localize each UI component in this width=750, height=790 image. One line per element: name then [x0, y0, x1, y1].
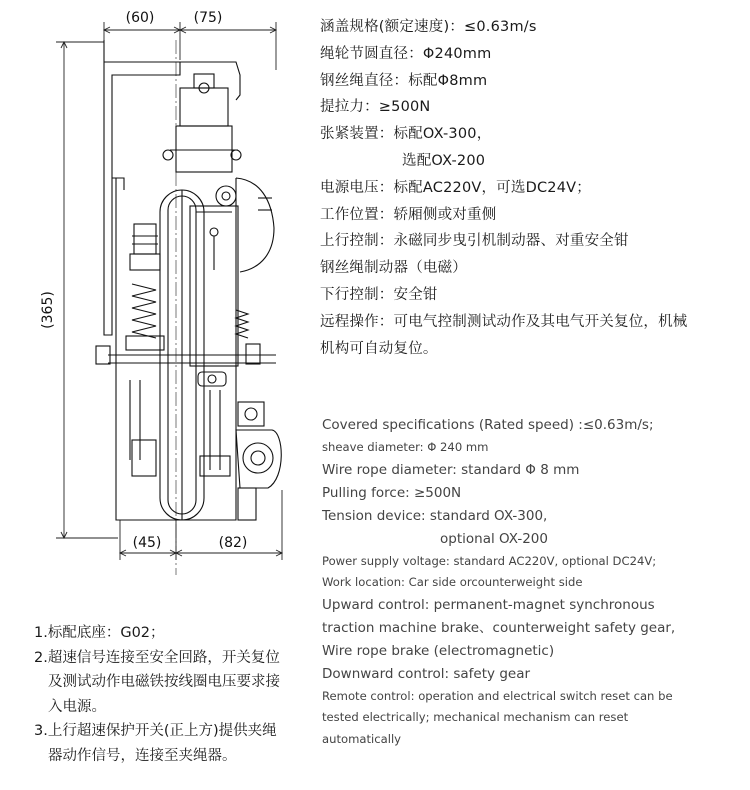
spec-line-cn: 提拉力：≥500N: [320, 99, 431, 116]
spec-line-cn: 涵盖规格(额定速度)：≤0.63m/s: [320, 19, 537, 35]
spec-line-en: Power supply voltage: standard AC220V, optional DC24V;: [322, 553, 657, 568]
spec-line-cn: 工作位置：轿厢侧或对重侧: [320, 206, 497, 223]
note-line: 器动作信号，连接至夹绳器。: [48, 747, 237, 764]
spec-line-cn: 钢丝绳制动器（电磁）: [320, 260, 467, 277]
spec-line-en: automatically: [322, 731, 402, 746]
spec-line-cn: 远程操作：可电气控制测试动作及其电气开关复位，机械: [320, 313, 688, 330]
spec-line-en: Wire rope diameter: standard Φ 8 mm: [322, 461, 580, 478]
spec-line-en: traction machine brake、counterweight safety gear,: [322, 619, 676, 636]
spec-line-cn: 选配OX-200: [402, 152, 486, 169]
spec-line-en: Remote control: operation and electrical switch reset can be: [322, 688, 673, 703]
spec-line-en: Wire rope brake (electromagnetic): [322, 642, 555, 659]
spec-line-cn: 绳轮节圆直径：Φ240mm: [320, 45, 492, 62]
note-line: 3.上行超速保护开关(正上方)提供夹绳: [34, 723, 277, 739]
spec-line-en: Upward control: permanent-magnet synchronous: [322, 596, 655, 613]
dim-top-left: (60): [125, 10, 155, 26]
notes-list: [34, 621, 314, 768]
dim-bottom-right: (82): [218, 535, 248, 551]
dim-height: (365): [40, 291, 56, 329]
note-line: 2.超速信号连接至安全回路，开关复位: [34, 649, 280, 666]
spec-line-cn: 钢丝绳直径：标配Φ8mm: [320, 72, 488, 89]
dim-bottom-left: (45): [132, 535, 162, 551]
spec-line-en: Work location: Car side orcounterweight side: [322, 575, 583, 589]
note-line: 及测试动作电磁铁按线圈电压要求接: [48, 674, 280, 690]
spec-line-cn: 张紧装置：标配OX-300，: [320, 126, 492, 143]
spec-list-cn: [320, 14, 740, 362]
dim-top-right: (75): [193, 10, 223, 26]
spec-line-en: tested electrically; mechanical mechanism can reset: [322, 710, 629, 724]
spec-line-en: Covered specifications (Rated speed) :≤0.63m/s;: [322, 417, 654, 433]
spec-line-cn: 上行控制：永磁同步曳引机制动器、对重安全钳: [320, 233, 629, 250]
spec-line-cn: 电源电压：标配AC220V，可选DC24V；: [320, 179, 591, 196]
note-line: 入电源。: [48, 698, 106, 715]
spec-list-en: [322, 414, 742, 750]
spec-line-cn: 机构可自动复位。: [320, 340, 438, 357]
spec-line-cn: 下行控制：安全钳: [320, 286, 438, 303]
spec-line-en: Tension device: standard OX-300,: [322, 507, 548, 524]
spec-line-en: Pulling force: ≥500N: [322, 484, 462, 501]
spec-line-en: Downward control: safety gear: [322, 665, 531, 682]
governor-drawing: [0, 0, 310, 590]
spec-line-en: sheave diameter: Φ 240 mm: [322, 440, 489, 454]
spec-line-en: optional OX-200: [440, 530, 548, 547]
note-line: 1.标配底座：G02；: [34, 625, 165, 641]
